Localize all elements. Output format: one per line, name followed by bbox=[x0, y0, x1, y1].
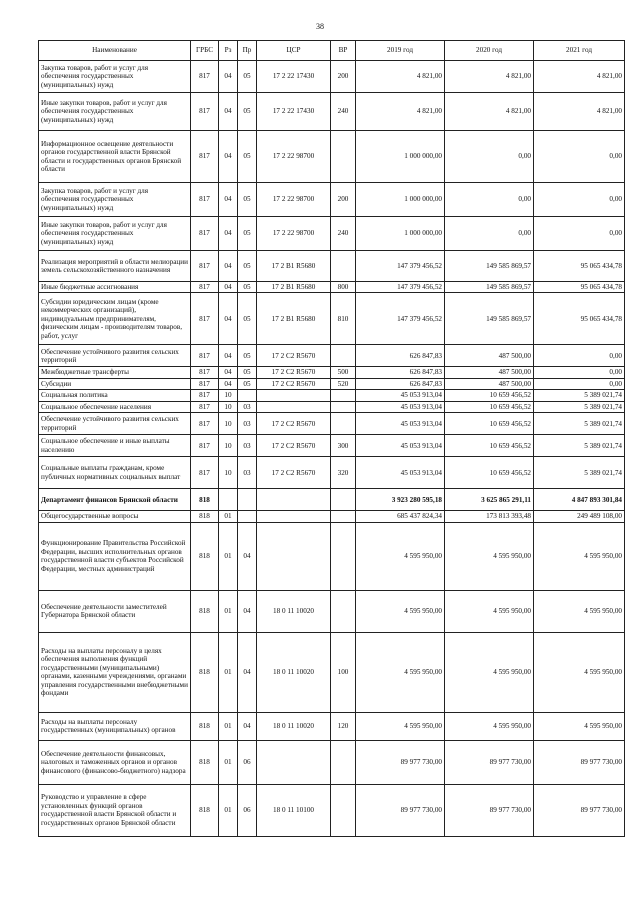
table-row bbox=[39, 740, 625, 784]
cell-rz: 10 bbox=[219, 413, 238, 435]
header-rz: Рз bbox=[219, 41, 238, 61]
cell-csr: 17 2 22 98700 bbox=[257, 217, 331, 251]
cell-csr bbox=[257, 390, 331, 401]
cell-vr bbox=[331, 390, 356, 401]
cell-2021: 0,00 bbox=[534, 345, 625, 367]
cell-2020: 149 585 869,57 bbox=[445, 251, 534, 282]
cell-vr bbox=[331, 413, 356, 435]
cell-2020: 0,00 bbox=[445, 217, 534, 251]
cell-2019: 147 379 456,52 bbox=[356, 251, 445, 282]
cell-2021: 0,00 bbox=[534, 217, 625, 251]
cell-2021: 95 065 434,78 bbox=[534, 293, 625, 345]
cell-2021: 5 389 021,74 bbox=[534, 435, 625, 457]
cell-2021: 4 821,00 bbox=[534, 93, 625, 131]
cell-vr bbox=[331, 590, 356, 632]
cell-2020: 4 595 950,00 bbox=[445, 632, 534, 712]
cell-grbs: 818 bbox=[191, 511, 219, 522]
table-row bbox=[39, 367, 625, 378]
table-row bbox=[39, 390, 625, 401]
cell-rz: 04 bbox=[219, 345, 238, 367]
cell-pr: 04 bbox=[238, 590, 257, 632]
cell-vr: 520 bbox=[331, 378, 356, 389]
cell-2019: 4 595 950,00 bbox=[356, 632, 445, 712]
cell-2021: 0,00 bbox=[534, 131, 625, 183]
cell-grbs: 818 bbox=[191, 632, 219, 712]
cell-name: Обеспечение устойчивого развития сельских территорий bbox=[39, 413, 191, 435]
cell-grbs: 817 bbox=[191, 413, 219, 435]
cell-csr: 18 0 11 10020 bbox=[257, 632, 331, 712]
cell-2019: 4 821,00 bbox=[356, 61, 445, 93]
cell-rz: 04 bbox=[219, 183, 238, 217]
table-row bbox=[39, 378, 625, 389]
table-row bbox=[39, 293, 625, 345]
cell-2019: 4 821,00 bbox=[356, 93, 445, 131]
cell-name: Закупка товаров, работ и услуг для обеспечения государственных (муниципальных) нужд bbox=[39, 183, 191, 217]
cell-vr bbox=[331, 522, 356, 590]
table-row bbox=[39, 345, 625, 367]
cell-grbs: 818 bbox=[191, 740, 219, 784]
header-csr: ЦСР bbox=[257, 41, 331, 61]
cell-grbs: 818 bbox=[191, 522, 219, 590]
cell-grbs: 817 bbox=[191, 282, 219, 293]
cell-vr: 240 bbox=[331, 93, 356, 131]
cell-2020: 89 977 730,00 bbox=[445, 784, 534, 836]
table-row bbox=[39, 282, 625, 293]
table-row bbox=[39, 251, 625, 282]
cell-rz: 04 bbox=[219, 131, 238, 183]
cell-csr: 17 2 C2 R5670 bbox=[257, 413, 331, 435]
cell-vr: 800 bbox=[331, 282, 356, 293]
cell-name: Департамент финансов Брянской области bbox=[39, 489, 191, 511]
cell-pr: 05 bbox=[238, 293, 257, 345]
cell-rz: 10 bbox=[219, 390, 238, 401]
cell-2020: 3 625 865 291,11 bbox=[445, 489, 534, 511]
cell-csr: 18 0 11 10020 bbox=[257, 712, 331, 740]
cell-name: Обеспечение устойчивого развития сельских территорий bbox=[39, 345, 191, 367]
cell-2020: 4 595 950,00 bbox=[445, 712, 534, 740]
cell-vr: 200 bbox=[331, 183, 356, 217]
cell-grbs: 818 bbox=[191, 784, 219, 836]
cell-name: Межбюджетные трансферты bbox=[39, 367, 191, 378]
cell-2021: 5 389 021,74 bbox=[534, 457, 625, 489]
cell-rz: 04 bbox=[219, 93, 238, 131]
cell-pr: 03 bbox=[238, 435, 257, 457]
cell-pr: 03 bbox=[238, 457, 257, 489]
cell-pr bbox=[238, 390, 257, 401]
cell-rz: 01 bbox=[219, 590, 238, 632]
header-2021: 2021 год bbox=[534, 41, 625, 61]
cell-2021: 0,00 bbox=[534, 183, 625, 217]
table-row bbox=[39, 401, 625, 412]
cell-2019: 3 923 280 595,18 bbox=[356, 489, 445, 511]
cell-2019: 4 595 950,00 bbox=[356, 712, 445, 740]
cell-csr: 17 2 B1 R5680 bbox=[257, 282, 331, 293]
cell-csr: 17 2 C2 R5670 bbox=[257, 435, 331, 457]
cell-rz: 04 bbox=[219, 367, 238, 378]
table-row bbox=[39, 522, 625, 590]
cell-csr: 17 2 B1 R5680 bbox=[257, 251, 331, 282]
cell-2020: 487 500,00 bbox=[445, 345, 534, 367]
cell-pr: 05 bbox=[238, 282, 257, 293]
cell-2021: 0,00 bbox=[534, 378, 625, 389]
table-row bbox=[39, 511, 625, 522]
cell-2020: 4 595 950,00 bbox=[445, 590, 534, 632]
cell-rz: 01 bbox=[219, 522, 238, 590]
cell-rz: 01 bbox=[219, 632, 238, 712]
cell-csr: 18 0 11 10100 bbox=[257, 784, 331, 836]
cell-name: Обеспечение деятельности финансовых, налоговых и таможенных органов и органов финансового (финансово-бюджетного) надзора bbox=[39, 740, 191, 784]
cell-rz: 04 bbox=[219, 282, 238, 293]
cell-vr bbox=[331, 740, 356, 784]
cell-2019: 147 379 456,52 bbox=[356, 293, 445, 345]
cell-pr: 06 bbox=[238, 784, 257, 836]
cell-pr: 05 bbox=[238, 378, 257, 389]
cell-rz: 01 bbox=[219, 740, 238, 784]
cell-2021: 4 821,00 bbox=[534, 61, 625, 93]
cell-name: Социальное обеспечение населения bbox=[39, 401, 191, 412]
cell-grbs: 817 bbox=[191, 457, 219, 489]
cell-name: Иные закупки товаров, работ и услуг для обеспечения государственных (муниципальных) нужд bbox=[39, 217, 191, 251]
cell-rz: 04 bbox=[219, 251, 238, 282]
cell-2019: 685 437 824,34 bbox=[356, 511, 445, 522]
cell-vr bbox=[331, 251, 356, 282]
cell-2019: 45 053 913,04 bbox=[356, 390, 445, 401]
cell-vr bbox=[331, 784, 356, 836]
cell-csr: 17 2 C2 R5670 bbox=[257, 367, 331, 378]
table-row bbox=[39, 131, 625, 183]
cell-2019: 89 977 730,00 bbox=[356, 740, 445, 784]
cell-2019: 1 000 000,00 bbox=[356, 131, 445, 183]
cell-csr bbox=[257, 511, 331, 522]
cell-name: Иные закупки товаров, работ и услуг для обеспечения государственных (муниципальных) нужд bbox=[39, 93, 191, 131]
cell-2021: 89 977 730,00 bbox=[534, 740, 625, 784]
cell-2019: 1 000 000,00 bbox=[356, 183, 445, 217]
cell-name: Общегосударственные вопросы bbox=[39, 511, 191, 522]
page-number: 38 bbox=[316, 22, 324, 31]
table-row bbox=[39, 712, 625, 740]
cell-2020: 0,00 bbox=[445, 183, 534, 217]
cell-rz: 04 bbox=[219, 293, 238, 345]
cell-pr: 03 bbox=[238, 401, 257, 412]
cell-rz: 10 bbox=[219, 401, 238, 412]
cell-grbs: 817 bbox=[191, 131, 219, 183]
table-row bbox=[39, 489, 625, 511]
cell-2019: 4 595 950,00 bbox=[356, 522, 445, 590]
cell-grbs: 817 bbox=[191, 93, 219, 131]
cell-grbs: 817 bbox=[191, 251, 219, 282]
table-row bbox=[39, 93, 625, 131]
cell-name: Закупка товаров, работ и услуг для обеспечения государственных (муниципальных) нужд bbox=[39, 61, 191, 93]
cell-2021: 4 595 950,00 bbox=[534, 590, 625, 632]
cell-vr bbox=[331, 345, 356, 367]
cell-rz: 01 bbox=[219, 511, 238, 522]
cell-vr: 320 bbox=[331, 457, 356, 489]
cell-pr: 05 bbox=[238, 183, 257, 217]
cell-pr bbox=[238, 489, 257, 511]
cell-csr bbox=[257, 401, 331, 412]
cell-grbs: 817 bbox=[191, 367, 219, 378]
cell-csr bbox=[257, 489, 331, 511]
cell-pr: 06 bbox=[238, 740, 257, 784]
cell-vr: 240 bbox=[331, 217, 356, 251]
cell-2021: 5 389 021,74 bbox=[534, 413, 625, 435]
cell-csr: 17 2 22 17430 bbox=[257, 61, 331, 93]
cell-2020: 4 821,00 bbox=[445, 93, 534, 131]
cell-name: Информационное освещение деятельности органов государственной власти Брянской области и государственных органов Брянской области bbox=[39, 131, 191, 183]
cell-name: Реализация мероприятий в области мелиорации земель сельскохозяйственного назначения bbox=[39, 251, 191, 282]
cell-2019: 626 847,83 bbox=[356, 345, 445, 367]
cell-vr: 810 bbox=[331, 293, 356, 345]
cell-csr: 18 0 11 10020 bbox=[257, 590, 331, 632]
cell-2020: 10 659 456,52 bbox=[445, 401, 534, 412]
cell-grbs: 817 bbox=[191, 345, 219, 367]
cell-grbs: 817 bbox=[191, 183, 219, 217]
cell-2021: 4 595 950,00 bbox=[534, 522, 625, 590]
header-2020: 2020 год bbox=[445, 41, 534, 61]
cell-vr: 120 bbox=[331, 712, 356, 740]
cell-2020: 149 585 869,57 bbox=[445, 293, 534, 345]
cell-grbs: 818 bbox=[191, 712, 219, 740]
cell-2020: 487 500,00 bbox=[445, 378, 534, 389]
table-header-row bbox=[39, 41, 625, 61]
cell-pr: 05 bbox=[238, 367, 257, 378]
header-2019: 2019 год bbox=[356, 41, 445, 61]
cell-csr: 17 2 C2 R5670 bbox=[257, 345, 331, 367]
cell-name: Руководство и управление в сфере установленных функций органов государственной власти Брянской области и государственных органов Брянской области bbox=[39, 784, 191, 836]
cell-2019: 45 053 913,04 bbox=[356, 457, 445, 489]
table-row bbox=[39, 413, 625, 435]
cell-2021: 4 595 950,00 bbox=[534, 632, 625, 712]
table-row bbox=[39, 632, 625, 712]
cell-csr: 17 2 22 98700 bbox=[257, 183, 331, 217]
cell-2020: 10 659 456,52 bbox=[445, 413, 534, 435]
cell-2020: 10 659 456,52 bbox=[445, 435, 534, 457]
cell-vr: 100 bbox=[331, 632, 356, 712]
cell-name: Расходы на выплаты персоналу государственных (муниципальных) органов bbox=[39, 712, 191, 740]
table-row bbox=[39, 457, 625, 489]
cell-grbs: 817 bbox=[191, 378, 219, 389]
cell-vr bbox=[331, 511, 356, 522]
cell-2021: 4 847 893 301,84 bbox=[534, 489, 625, 511]
table-row bbox=[39, 183, 625, 217]
cell-pr: 04 bbox=[238, 712, 257, 740]
cell-rz: 10 bbox=[219, 435, 238, 457]
cell-pr: 05 bbox=[238, 61, 257, 93]
cell-2019: 4 595 950,00 bbox=[356, 590, 445, 632]
cell-vr: 300 bbox=[331, 435, 356, 457]
cell-csr: 17 2 C2 R5670 bbox=[257, 457, 331, 489]
cell-csr: 17 2 22 17430 bbox=[257, 93, 331, 131]
table-row bbox=[39, 784, 625, 836]
table-row bbox=[39, 217, 625, 251]
header-name: Наименование bbox=[39, 41, 191, 61]
cell-csr bbox=[257, 740, 331, 784]
budget-table bbox=[38, 40, 625, 837]
cell-name: Расходы на выплаты персоналу в целях обеспечения выполнения функций государственными (муниципальными) органами, казенными учреждениями, органами управления государственными внебюджетными фондами bbox=[39, 632, 191, 712]
cell-grbs: 817 bbox=[191, 401, 219, 412]
cell-csr: 17 2 22 98700 bbox=[257, 131, 331, 183]
cell-2021: 249 489 108,00 bbox=[534, 511, 625, 522]
cell-pr bbox=[238, 511, 257, 522]
cell-2021: 95 065 434,78 bbox=[534, 251, 625, 282]
cell-2021: 0,00 bbox=[534, 367, 625, 378]
cell-2019: 45 053 913,04 bbox=[356, 413, 445, 435]
table-row bbox=[39, 435, 625, 457]
cell-name: Социальные выплаты гражданам, кроме публичных нормативных социальных выплат bbox=[39, 457, 191, 489]
cell-2020: 149 585 869,57 bbox=[445, 282, 534, 293]
cell-pr: 05 bbox=[238, 131, 257, 183]
cell-name: Субсидии юридическим лицам (кроме некоммерческих организаций), индивидуальным предпринимателям, физическим лицам - производителям товаров, работ, услуг bbox=[39, 293, 191, 345]
cell-grbs: 817 bbox=[191, 435, 219, 457]
cell-vr bbox=[331, 131, 356, 183]
cell-grbs: 818 bbox=[191, 489, 219, 511]
cell-2019: 89 977 730,00 bbox=[356, 784, 445, 836]
cell-grbs: 817 bbox=[191, 61, 219, 93]
cell-2021: 5 389 021,74 bbox=[534, 390, 625, 401]
cell-2019: 45 053 913,04 bbox=[356, 401, 445, 412]
cell-pr: 05 bbox=[238, 93, 257, 131]
table-row bbox=[39, 590, 625, 632]
cell-rz: 10 bbox=[219, 457, 238, 489]
cell-2019: 1 000 000,00 bbox=[356, 217, 445, 251]
cell-2019: 45 053 913,04 bbox=[356, 435, 445, 457]
cell-csr bbox=[257, 522, 331, 590]
header-vr: ВР bbox=[331, 41, 356, 61]
cell-rz: 04 bbox=[219, 378, 238, 389]
cell-2021: 95 065 434,78 bbox=[534, 282, 625, 293]
cell-grbs: 817 bbox=[191, 217, 219, 251]
cell-2019: 626 847,83 bbox=[356, 378, 445, 389]
table-row bbox=[39, 61, 625, 93]
cell-grbs: 817 bbox=[191, 293, 219, 345]
cell-2019: 626 847,83 bbox=[356, 367, 445, 378]
header-pr: Пр bbox=[238, 41, 257, 61]
cell-pr: 03 bbox=[238, 413, 257, 435]
cell-2021: 5 389 021,74 bbox=[534, 401, 625, 412]
cell-csr: 17 2 C2 R5670 bbox=[257, 378, 331, 389]
header-grbs: ГРБС bbox=[191, 41, 219, 61]
cell-rz bbox=[219, 489, 238, 511]
cell-vr bbox=[331, 401, 356, 412]
cell-grbs: 818 bbox=[191, 590, 219, 632]
cell-2019: 147 379 456,52 bbox=[356, 282, 445, 293]
cell-vr bbox=[331, 489, 356, 511]
cell-pr: 05 bbox=[238, 345, 257, 367]
cell-name: Социальная политика bbox=[39, 390, 191, 401]
cell-rz: 04 bbox=[219, 61, 238, 93]
cell-name: Функционирование Правительства Российской Федерации, высших исполнительных органов государственной власти субъектов Российской Федерации, местных администраций bbox=[39, 522, 191, 590]
cell-2020: 0,00 bbox=[445, 131, 534, 183]
cell-2020: 4 821,00 bbox=[445, 61, 534, 93]
cell-2021: 4 595 950,00 bbox=[534, 712, 625, 740]
cell-pr: 05 bbox=[238, 251, 257, 282]
cell-2020: 10 659 456,52 bbox=[445, 390, 534, 401]
table-body bbox=[39, 61, 625, 837]
cell-name: Социальное обеспечение и иные выплаты населению bbox=[39, 435, 191, 457]
cell-2020: 4 595 950,00 bbox=[445, 522, 534, 590]
cell-name: Субсидии bbox=[39, 378, 191, 389]
cell-pr: 04 bbox=[238, 522, 257, 590]
cell-2020: 10 659 456,52 bbox=[445, 457, 534, 489]
cell-vr: 500 bbox=[331, 367, 356, 378]
cell-2020: 487 500,00 bbox=[445, 367, 534, 378]
cell-rz: 01 bbox=[219, 712, 238, 740]
cell-rz: 01 bbox=[219, 784, 238, 836]
cell-csr: 17 2 B1 R5680 bbox=[257, 293, 331, 345]
cell-2021: 89 977 730,00 bbox=[534, 784, 625, 836]
cell-grbs: 817 bbox=[191, 390, 219, 401]
cell-pr: 05 bbox=[238, 217, 257, 251]
cell-2020: 89 977 730,00 bbox=[445, 740, 534, 784]
cell-name: Обеспечение деятельности заместителей Губернатора Брянской области bbox=[39, 590, 191, 632]
cell-rz: 04 bbox=[219, 217, 238, 251]
cell-2020: 173 813 393,48 bbox=[445, 511, 534, 522]
cell-pr: 04 bbox=[238, 632, 257, 712]
cell-vr: 200 bbox=[331, 61, 356, 93]
cell-name: Иные бюджетные ассигнования bbox=[39, 282, 191, 293]
